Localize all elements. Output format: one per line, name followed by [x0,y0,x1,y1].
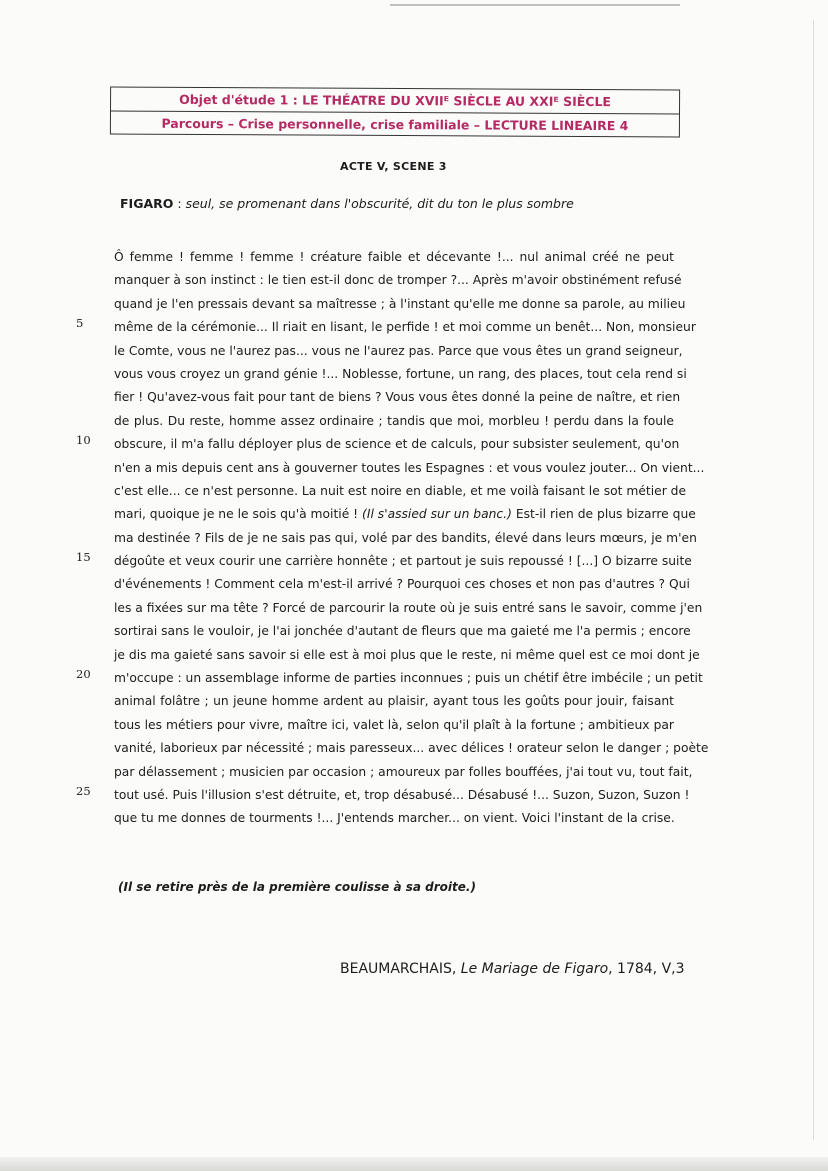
line-number: 10 [76,433,91,447]
lecture-title: LECTURE LINEAIRE 4 [484,117,629,134]
text-line: fier ! Qu'avez-vous fait pour tant de biens ? Vous vous êtes donné la peine de naître, et rien [114,390,681,405]
text-line: le Comte, vous ne l'aurez pas... vous ne l'aurez pas. Parce que vous êtes un grand seigneur, [114,343,683,358]
speaker-stage-direction: seul, se promenant dans l'obscurité, dit du ton le plus sombre [185,196,574,211]
text-line: sortirai sans le vouloir, je l'ai jonchée d'autant de fleurs que ma gaieté me l'a permis ; encore [114,624,691,639]
text-line: n'en a mis depuis cent ans à gouverner toutes les Espagnes : et vous voulez jouter... On vient... [114,460,705,475]
text-line: même de la cérémonie... Il riait en lisant, le perfide ! et moi comme un benêt... Non, monsieur [114,320,696,335]
reference-separator: , [451,961,461,977]
exit-stage-direction: (Il se retire près de la première coulisse à sa droite.) [118,880,476,894]
speaker-name: FIGARO [120,196,174,211]
text-line: dégoûte et veux courir une carrière honnête ; et partout je suis repoussé ! [...] O bizarre suite [114,554,692,569]
reference-work: Le Mariage de Figaro [460,961,609,977]
text-line: obscure, il m'a fallu déployer plus de science et de calculs, pour subsister seulement, qu'on [114,437,680,452]
inline-stage-direction: (Il s'assied sur un banc.) [362,507,512,522]
monologue-text [114,246,709,831]
text-line: animal folâtre ; un jeune homme ardent au plaisir, ayant tous les goûts pour jouir, faisant [114,694,674,709]
text-line-part: mari, quoique je ne le sois qu'à moitié ! [114,507,359,522]
text-line: c'est elle... ce n'est personne. La nuit est noire en diable, et me voilà faisant le sot métier de [114,483,687,498]
text-line: quand je l'en pressais devant sa maîtresse ; à l'instant qu'elle me donne sa parole, au milieu [114,296,686,311]
reference-author: BEAUMARCHAIS [340,961,452,977]
text-line: par délassement ; musicien par occasion ; amoureux par folles bouffées, j'ai tout vu, tout fait, [114,764,693,779]
reference-details: , 1784, V,3 [608,961,685,977]
text-line: d'événements ! Comment cela m'est-il arrivé ? Pourquoi ces choses et non pas d'autres ? Qui [114,577,690,592]
line-number: 20 [76,667,91,681]
header-row-parcours [111,111,679,138]
parcours-label: Parcours – Crise personnelle, crise familiale – [161,115,485,133]
text-line-with-direction [114,503,696,526]
speaker-separator: : [173,196,186,211]
text-line: vanité, laborieux par nécessité ; mais paresseux... avec délices ! orateur selon le danger ; poète [114,741,709,756]
act-scene-heading: ACTE V, SCENE 3 [340,160,447,173]
text-line: tout usé. Puis l'illusion s'est détruite, et, trop désabusé... Désabusé !... Suzon, Suzon, Suzon ! [114,787,690,802]
text-line: que tu me donnes de tourments !... J'entends marcher... on vient. Voici l'instant de la crise. [114,811,675,826]
source-reference [340,961,685,977]
text-line: je dis ma gaieté sans savoir si elle est à moi plus que le reste, ni même quel est ce moi dont je [114,647,700,662]
header-row-object [111,88,679,114]
text-line: tous les métiers pour vivre, maître ici, valet là, selon qu'il plaît à la fortune ; ambitieux par [114,717,674,732]
header-box [110,87,680,138]
speaker-line [120,196,574,211]
line-number: 15 [76,550,91,564]
text-line: manquer à son instinct : le tien est-il donc de tromper ?... Après m'avoir obstinément refusé [114,273,682,288]
scan-edge-bottom [0,1157,828,1171]
text-line: ma destinée ? Fils de je ne sais pas qui, volé par des bandits, élevé dans leurs mœurs, je m'en [114,530,697,545]
object-title: LE THÉATRE DU XVIIᴱ SIÈCLE AU XXIᴱ SIÈCLE [302,92,612,110]
text-line: les a fixées sur ma tête ? Forcé de parcourir la route où je suis entré sans le savoir, comme j'en [114,600,703,615]
text-line: de plus. Du reste, homme assez ordinaire ; tandis que moi, morbleu ! perdu dans la foule [114,413,674,428]
object-label: Objet d'étude 1 : [179,91,303,108]
scan-edge-right [813,20,814,1140]
text-line: vous vous croyez un grand génie !... Noblesse, fortune, un rang, des places, tout cela rend si [114,366,687,381]
line-number: 25 [76,784,91,798]
line-number: 5 [76,316,84,330]
scan-edge-top [390,4,680,6]
text-line: m'occupe : un assemblage informe de parties inconnues ; puis un chétif être imbécile ; un petit [114,671,703,686]
text-line: Ô femme ! femme ! femme ! créature faible et décevante !... nul animal créé ne peut [114,250,674,264]
text-line-part: Est-il rien de plus bizarre que [511,507,696,522]
